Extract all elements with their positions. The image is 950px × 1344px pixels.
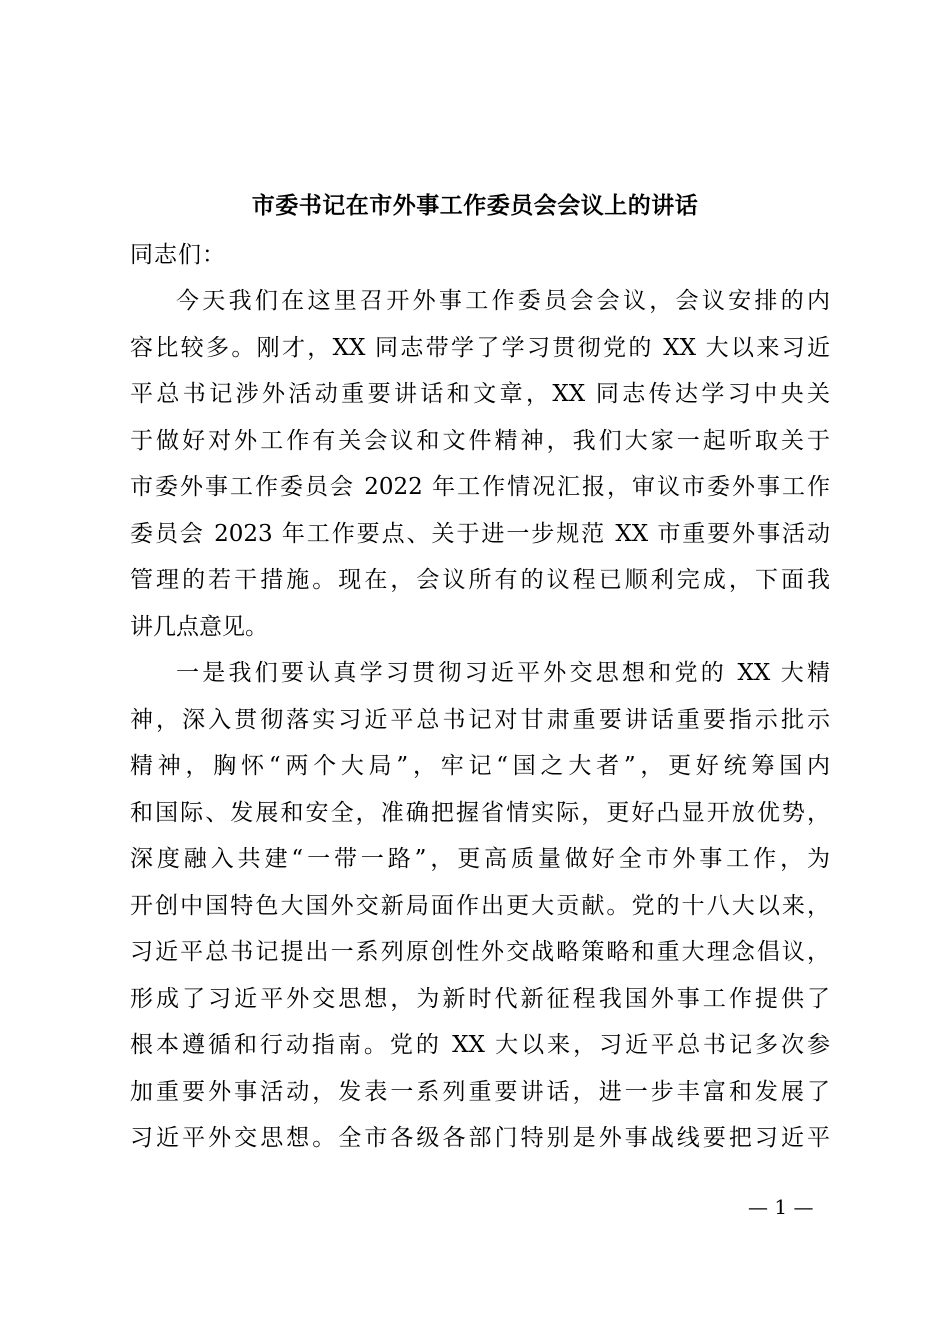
- paragraph-line: 开创中国特色大国外交新局面作出更大贡献。党的十八大以来，: [130, 892, 830, 919]
- document-title: 市委书记在市外事工作委员会会议上的讲话: [251, 192, 699, 219]
- page-number: — 1 —: [748, 1195, 814, 1219]
- paragraph-line: 形成了习近平外交思想，为新时代新征程我国外事工作提供了: [130, 985, 830, 1012]
- paragraph-line: 讲几点意见。: [130, 613, 268, 640]
- paragraph-line: 一是我们要认真学习贯彻习近平外交思想和党的 XX 大精: [176, 660, 830, 686]
- paragraph-line: 习近平外交思想。全市各级各部门特别是外事战线要把习近平: [130, 1125, 830, 1151]
- paragraph-line: 和国际、发展和安全，准确把握省情实际，更好凸显开放优势，: [130, 799, 830, 826]
- paragraph-line: 委员会 2023 年工作要点、关于进一步规范 XX 市重要外事活动: [130, 520, 830, 547]
- paragraph-line: 今天我们在这里召开外事工作委员会会议，会议安排的内: [176, 288, 830, 314]
- paragraph-line: 根本遵循和行动指南。党的 XX 大以来，习近平总书记多次参: [130, 1032, 830, 1058]
- paragraph-line: 神，深入贯彻落实习近平总书记对甘肃重要讲话重要指示批示: [130, 706, 830, 733]
- paragraph-2: [130, 650, 830, 1162]
- paragraph-line: 精神，胸怀“两个大局”，牢记“国之大者”，更好统筹国内: [130, 753, 830, 779]
- paragraph-line: 加重要外事活动，发表一系列重要讲话，进一步丰富和发展了: [130, 1078, 830, 1105]
- greeting: 同志们：: [130, 242, 226, 268]
- paragraph-line: 市委外事工作委员会 2022 年工作情况汇报，审议市委外事工作: [130, 474, 830, 500]
- paragraph-line: 习近平总书记提出一系列原创性外交战略策略和重大理念倡议，: [130, 939, 830, 965]
- document-body: [130, 278, 830, 1162]
- paragraph-line: 平总书记涉外活动重要讲话和文章，XX 同志传达学习中央关: [130, 381, 830, 407]
- paragraph-line: 于做好对外工作有关会议和文件精神，我们大家一起听取关于: [130, 427, 830, 454]
- paragraph-line: 容比较多。刚才，XX 同志带学了学习贯彻党的 XX 大以来习近: [130, 334, 830, 361]
- paragraph-line: 深度融入共建“一带一路”，更高质量做好全市外事工作，为: [130, 846, 830, 872]
- paragraph-line: 管理的若干措施。现在，会议所有的议程已顺利完成，下面我: [130, 567, 830, 593]
- paragraph-1: [130, 278, 830, 650]
